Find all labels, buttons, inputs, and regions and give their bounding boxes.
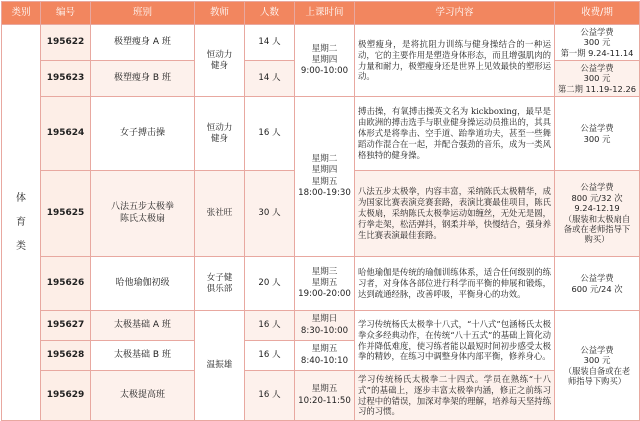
time-cell: 星期日 8:30-10:00 <box>295 311 355 341</box>
category-char: 体 <box>16 192 26 204</box>
course-code: 195628 <box>41 341 91 371</box>
content-cell: 学习传统杨氏太极拳十八式，“十八式”包涵杨氏太极拳众多经典动作，在传统“八十五式”的基础上简化动作并降低难度，使习练者能以最短时间初步感受太极拳的精妙，在练习中调整身体内部平衡，修养身心。 <box>355 311 555 371</box>
class-name: 太极提高班 <box>91 371 195 421</box>
course-code: 195623 <box>41 61 91 97</box>
time-cell: 星期五 10:20-11:50 <box>295 371 355 421</box>
table-row <box>2 25 640 61</box>
teacher-cell: 恒动力 健身 <box>195 25 245 97</box>
header-class: 班别 <box>91 2 195 25</box>
student-count: 16 人 <box>245 341 295 371</box>
student-count: 14 人 <box>245 25 295 61</box>
class-name: 哈他瑜伽初级 <box>91 257 195 311</box>
content-cell: 哈他瑜伽是传统的瑜伽训练体系，适合任何级别的练习者，对身体各部位进行科学而平衡的伸展和锻炼，达到疏通经脉，改善呼吸，平衡身心的功效。 <box>355 257 555 311</box>
teacher-cell: 张社旺 <box>195 171 245 257</box>
student-count: 16 人 <box>245 371 295 421</box>
table-row <box>2 311 640 341</box>
header-code: 编号 <box>41 2 91 25</box>
student-count: 16 人 <box>245 311 295 341</box>
content-cell: 学习传统杨氏太极拳二十四式。学员在熟练“十八式”的基础上，逐步丰富太极拳内涵，修正之前练习过程中的错误，加深对拳架的理解，培养每天坚持练习的习惯。 <box>355 371 555 421</box>
class-name: 极塑瘦身 B 班 <box>91 61 195 97</box>
category-char: 育 <box>16 216 26 228</box>
header-time: 上课时间 <box>295 2 355 25</box>
fee-cell: 公益学费 600 元/24 次 <box>555 257 640 311</box>
category-cell <box>2 25 41 421</box>
student-count: 20 人 <box>245 257 295 311</box>
time-cell: 星期二 星期四 9:00-10:00 <box>295 25 355 97</box>
time-cell: 星期三 星期五 19:00-20:00 <box>295 257 355 311</box>
class-name: 太极基础 A 班 <box>91 311 195 341</box>
header-fee: 收费/期 <box>555 2 640 25</box>
class-name: 八法五步太极拳 陈氏太极扇 <box>91 171 195 257</box>
content-cell: 搏击操，有氧搏击操英文名为 kickboxing，最早是由欧洲的搏击选手与职业健身操运动员推出的，其具体形式是将拳击、空手道、跆拳道功夫，甚至一些舞蹈动作混合在一起，并配合强劲的音乐，成为一类风格独特的健身操。 <box>355 97 555 171</box>
fee-cell: 公益学费 300 元 <box>555 97 640 171</box>
time-cell: 星期二 星期四 星期五 18:00-19:30 <box>295 97 355 257</box>
class-name: 女子搏击操 <box>91 97 195 171</box>
course-code: 195626 <box>41 257 91 311</box>
teacher-cell: 女子健 俱乐部 <box>195 257 245 311</box>
student-count: 30 人 <box>245 171 295 257</box>
table-row <box>2 97 640 171</box>
fee-cell: 公益学费 300 元 （服装自备或在老 师指导下购买） <box>555 311 640 421</box>
teacher-cell: 温振雄 <box>195 311 245 421</box>
fee-cell: 公益学费 300 元 第一期 9.24-11.14 <box>555 25 640 61</box>
header-row <box>2 2 640 25</box>
content-cell: 极塑瘦身，是将抗阻力训练与健身操结合的一种运动，它的主要作用是塑造身体形态，而且增强肌肉的力量和耐力，极塑瘦身还是世界上见效最快的塑形运动。 <box>355 25 555 97</box>
class-name: 太极基础 B 班 <box>91 341 195 371</box>
student-count: 16 人 <box>245 97 295 171</box>
course-code: 195622 <box>41 25 91 61</box>
course-code: 195627 <box>41 311 91 341</box>
header-count: 人数 <box>245 2 295 25</box>
time-cell: 星期五 8:40-10:10 <box>295 341 355 371</box>
fee-cell: 公益学费 800 元/32 次 9.24-12.19 （服装和太极扇自 备或在老师指导下 购买） <box>555 171 640 257</box>
course-code: 195624 <box>41 97 91 171</box>
class-name: 极塑瘦身 A 班 <box>91 25 195 61</box>
fee-cell: 公益学费 300 元 第二期 11.19-12.26 <box>555 61 640 97</box>
teacher-cell: 恒动力 健身 <box>195 97 245 171</box>
course-code: 195629 <box>41 371 91 421</box>
course-code: 195625 <box>41 171 91 257</box>
content-cell: 八法五步太极拳，内容丰富，采纳陈氏太极精华，成为国家比赛表演竞赛套路，表演比赛最佳项目，陈氏太极扇，采纳陈氏太极拳运动如缠丝，无处无是圆，行拳走架，松活弹抖，钢柔并举，快慢结合，强身养生比赛表演最佳套路。 <box>355 171 555 257</box>
header-category: 类别 <box>2 2 41 25</box>
course-schedule-table <box>1 1 640 421</box>
table-row <box>2 257 640 311</box>
student-count: 14 人 <box>245 61 295 97</box>
header-teacher: 教师 <box>195 2 245 25</box>
header-content: 学习内容 <box>355 2 555 25</box>
table-row <box>2 371 640 421</box>
category-char: 类 <box>16 240 26 252</box>
